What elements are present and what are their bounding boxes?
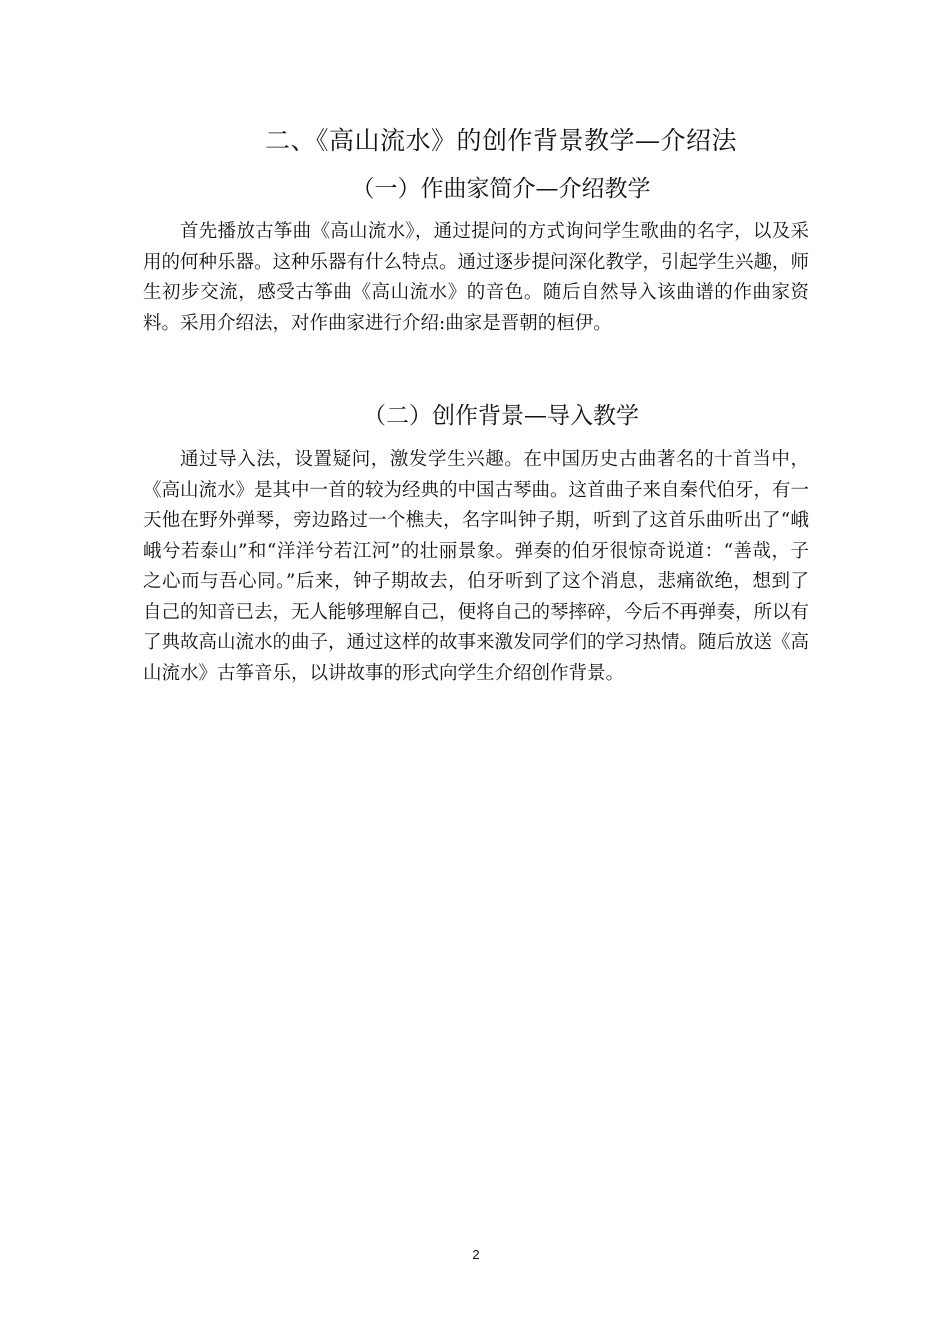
section-heading: 二、《高山流水》的创作背景教学—介绍法 — [264, 126, 737, 155]
paragraph-composer-intro: 首先播放古筝曲《高山流水》，通过提问的方式询问学生歌曲的名字，以及采用的何种乐器。这种乐器有什么特点。通过逐步提问深化教学，引起学生兴趣，师生初步交流，感受古筝曲《高山流水》的音色。随后自然导入该曲谱的作曲家资料。采用介绍法，对作曲家进行介绍:曲家是晋朝的桓伊。 — [143, 221, 810, 334]
subsection-title-composer: （一）作曲家简介—介绍教学 — [351, 176, 651, 202]
subsection-title-background: （二）创作背景—导入教学 — [363, 403, 639, 429]
paragraph-creation-background: 通过导入法，设置疑问，激发学生兴趣。在中国历史古曲著名的十首当中，《高山流水》是其中一首的较为经典的中国古琴曲。这首曲子来自秦代伯牙，有一天他在野外弹琴，旁边路过一个樵夫，名字叫钟子期，听到了这首乐曲听出了“峨峨兮若泰山”和“洋洋兮若江河”的壮丽景象。弹奏的伯牙很惊奇说道：“善哉，子之心而与吾心同。”后来，钟子期故去，伯牙听到了这个消息，悲痛欲绝，想到了自己的知音已去，无人能够理解自己，便将自己的琴摔碎，今后不再弹奏，所以有了典故高山流水的曲子，通过这样的故事来激发同学们的学习热情。随后放送《高山流水》古筝音乐，以讲故事的形式向学生介绍创作背景。 — [143, 449, 810, 684]
page-number: 2 — [472, 1247, 480, 1262]
